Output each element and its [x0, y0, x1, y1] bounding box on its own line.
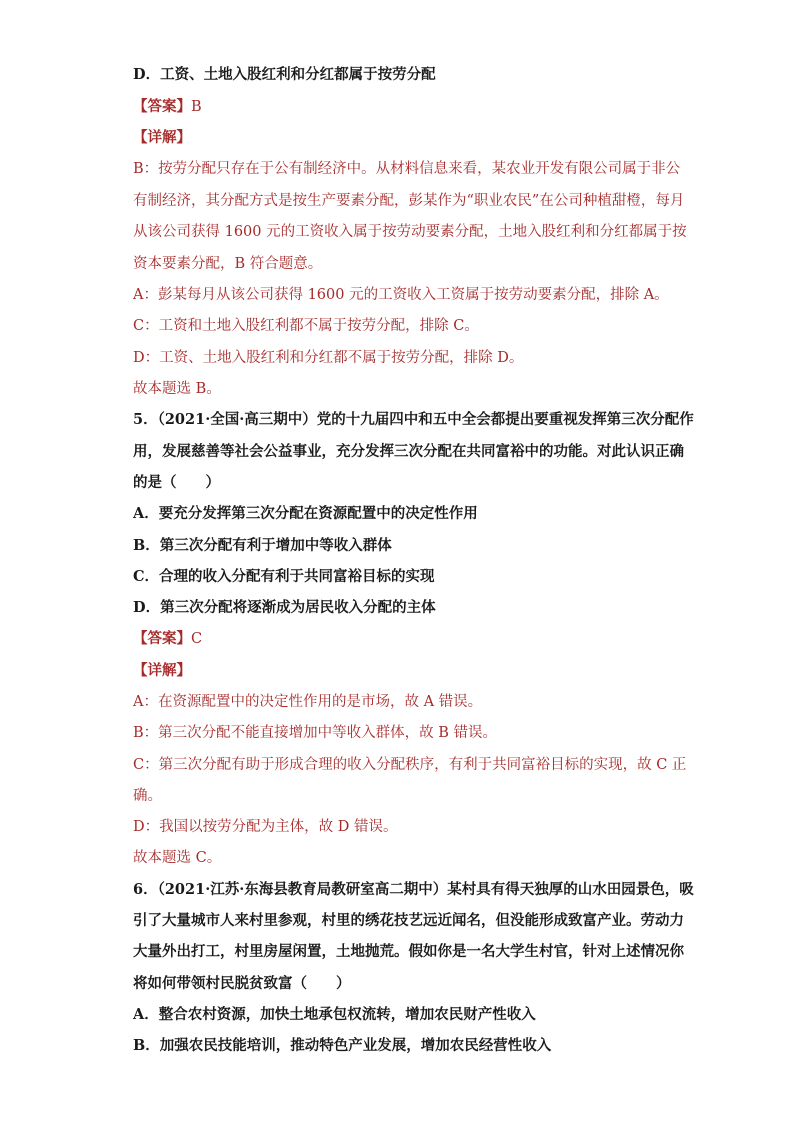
q5-stem-line: 用，发展慈善等社会公益事业，充分发挥三次分配在共同富裕中的功能。对此认识正确	[133, 443, 684, 460]
q4-detail-line: B：按劳分配只存在于公有制经济中。从材料信息来看，某农业开发有限公司属于非公	[133, 161, 681, 177]
q4-answer	[133, 96, 202, 118]
q5-detail-line: A：在资源配置中的决定性作用的是市场，故 A 错误。	[133, 694, 483, 710]
q4-detail-line: 资本要素分配，B 符合题意。	[133, 256, 323, 272]
q6-option-a: A．整合农村资源，加快土地承包权流转，增加农民财产性收入	[133, 1006, 536, 1023]
q4-conclusion: 故本题选 B。	[133, 381, 221, 397]
q5-detail-line: C：第三次分配有助于形成合理的收入分配秩序，有利于共同富裕目标的实现，故 C 正	[133, 757, 687, 773]
q4-detail-line: C：工资和土地入股红利都不属于按劳分配，排除 C。	[133, 318, 479, 334]
q5-option-a: A．要充分发挥第三次分配在资源配置中的决定性作用	[133, 505, 478, 522]
q5-option-c: C．合理的收入分配有利于共同富裕目标的实现	[133, 568, 435, 585]
q5-detail-line: D：我国以按劳分配为主体，故 D 错误。	[133, 819, 398, 835]
q6-stem-line: 6．（2021·江苏·东海县教育局教研室高二期中）某村具有得天独厚的山水田园景色，吸	[133, 881, 694, 898]
q4-option-d: D．工资、土地入股红利和分红都属于按劳分配	[133, 66, 436, 83]
q4-detail-line: D：工资、土地入股红利和分红都不属于按劳分配，排除 D。	[133, 350, 524, 366]
q5-answer	[133, 628, 202, 650]
q6-stem-line: 将如何带领村民脱贫致富（ ）	[133, 975, 351, 992]
q5-stem-line: 5．（2021·全国·高三期中）党的十九届四中和五中全会都提出要重视发挥第三次分配作	[133, 411, 694, 428]
q4-detail-tag: 【详解】	[133, 129, 191, 146]
q6-option-b: B．加强农民技能培训，推动特色产业发展，增加农民经营性收入	[133, 1037, 552, 1054]
q5-option-d: D．第三次分配将逐渐成为居民收入分配的主体	[133, 599, 436, 616]
q4-detail-line: 有制经济，其分配方式是按生产要素分配，彭某作为“职业农民”在公司种植甜橙，每月	[133, 193, 685, 209]
q6-stem-line: 大量外出打工，村里房屋闲置，土地抛荒。假如你是一名大学生村官，针对上述情况你	[133, 943, 684, 960]
answer-tag: 【答案】	[133, 98, 191, 115]
q5-detail-line: B：第三次分配不能直接增加中等收入群体，故 B 错误。	[133, 725, 498, 741]
q6-stem-line: 引了大量城市人来村里参观，村里的绣花技艺远近闻名，但没能形成致富产业。劳动力	[133, 912, 684, 929]
answer-tag: 【答案】	[133, 630, 191, 647]
q5-option-b: B．第三次分配有利于增加中等收入群体	[133, 537, 392, 554]
answer-value: C	[191, 631, 203, 647]
q4-detail-line: A：彭某每月从该公司获得 1600 元的工资收入工资属于按劳动要素分配，排除 A。	[133, 287, 669, 303]
answer-value: B	[191, 99, 202, 115]
q5-stem-line: 的是（ ）	[133, 474, 220, 491]
q5-detail-tag: 【详解】	[133, 662, 191, 679]
q5-detail-line: 确。	[133, 788, 162, 804]
q5-conclusion: 故本题选 C。	[133, 850, 222, 866]
q4-detail-line: 从该公司获得 1600 元的工资收入属于按劳动要素分配，土地入股红利和分红都属于按	[133, 224, 687, 240]
